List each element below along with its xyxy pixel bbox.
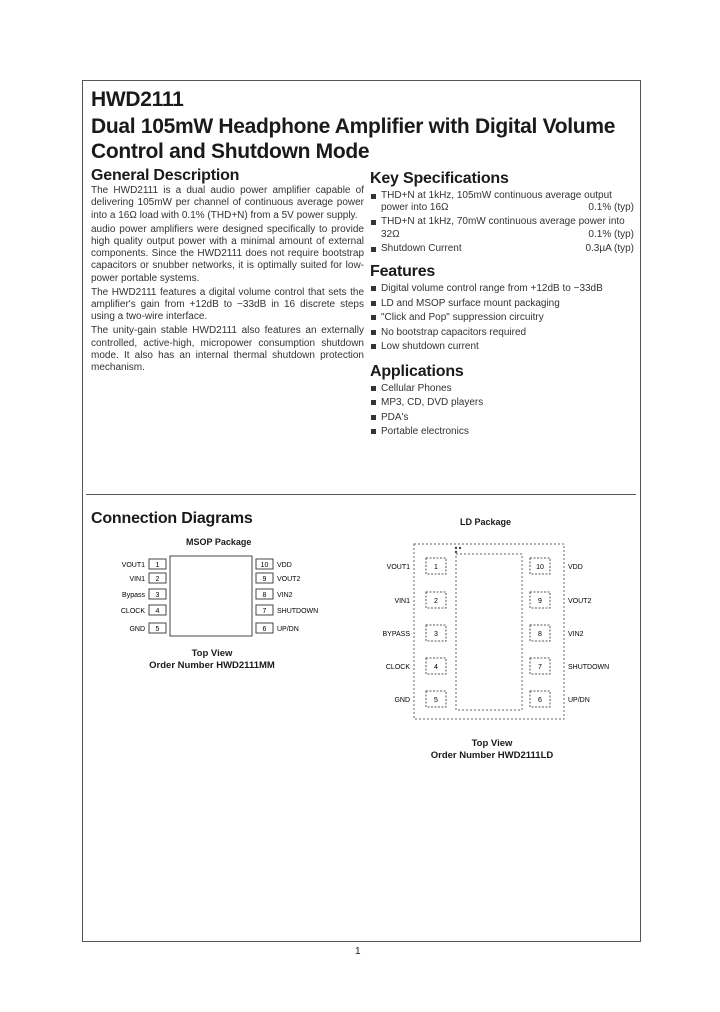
pin-number: 6 <box>538 697 542 704</box>
pin-number: 9 <box>538 598 542 605</box>
pin-label: BYPASS <box>382 631 410 638</box>
ld-title: LD Package <box>460 517 512 527</box>
pin-label: VDD <box>568 564 583 571</box>
key-specifications-list <box>370 190 634 255</box>
msop-view-label: Top View <box>191 648 233 659</box>
pin-number: 3 <box>434 631 438 638</box>
pin-number: 7 <box>538 664 542 671</box>
ld-pin <box>530 625 584 641</box>
msop-pin <box>122 559 166 569</box>
msop-pin <box>129 573 166 583</box>
ld-pin <box>386 658 446 674</box>
page-number: 1 <box>355 946 361 957</box>
application-item: MP3, CD, DVD players <box>370 396 634 411</box>
key-specifications-heading: Key Specifications <box>370 170 509 187</box>
pin1-marker <box>455 551 457 553</box>
connection-diagrams-heading: Connection Diagrams <box>91 510 253 527</box>
ld-pin <box>387 558 446 574</box>
pin-number: 9 <box>262 576 267 583</box>
pin-label: GND <box>129 626 145 633</box>
ld-pin <box>530 658 609 674</box>
pin-number: 1 <box>155 562 160 569</box>
msop-left-pins <box>121 559 166 633</box>
pin1-marker <box>459 547 461 549</box>
pin-number: 5 <box>434 697 438 704</box>
pin-label: UP/DN <box>277 626 299 633</box>
pin-number: 2 <box>434 598 438 605</box>
features-heading: Features <box>370 263 436 281</box>
pin-number: 2 <box>155 576 160 583</box>
pin-number: 1 <box>434 564 438 571</box>
pin-label: VOUT1 <box>386 564 410 571</box>
pin-number: 8 <box>262 592 267 599</box>
feature-item: "Click and Pop" suppression circuitry <box>370 311 634 326</box>
pin-label: VIN1 <box>394 598 410 605</box>
msop-diagram <box>112 552 319 642</box>
msop-pin <box>256 623 299 633</box>
spec-item <box>370 243 634 255</box>
msop-body <box>170 556 252 636</box>
pin-label: SHUTDOWN <box>277 608 319 615</box>
pin-label: VOUT1 <box>121 562 145 569</box>
pin-label: GND <box>394 697 410 704</box>
feature-item: LD and MSOP surface mount packaging <box>370 297 634 312</box>
msop-pin <box>122 589 166 599</box>
pin-label: VIN2 <box>568 631 584 638</box>
pin-label: VOUT2 <box>277 576 301 583</box>
pin-number: 5 <box>155 626 160 633</box>
msop-right-pins <box>256 559 318 633</box>
pin-number: 3 <box>155 592 160 599</box>
msop-caption <box>112 648 312 672</box>
pin-label: SHUTDOWN <box>568 664 610 671</box>
general-description-heading: General Description <box>91 167 240 184</box>
msop-pin <box>256 589 293 599</box>
document-title: Dual 105mW Headphone Amplifier with Digital Volume Control and Shutdown Mode <box>91 115 616 163</box>
ld-pin <box>530 592 591 608</box>
ld-pin <box>394 691 446 707</box>
pin-label: CLOCK <box>385 664 410 671</box>
ld-order-number: Order Number HWD2111LD <box>430 750 554 761</box>
general-paragraph: The HWD2111 features a digital volume control that sets the amplifier's gain from +12dB to −33dB in 16 discrete steps using a two-wire interface. <box>91 286 364 323</box>
ld-pin <box>530 558 583 574</box>
general-description <box>91 167 364 376</box>
pin1-marker <box>455 547 457 549</box>
ld-caption <box>392 738 592 762</box>
pin-label: VIN2 <box>277 592 293 599</box>
pin-number: 10 <box>536 564 544 571</box>
ld-pin <box>394 592 446 608</box>
ld-view-label: Top View <box>471 738 513 749</box>
pin-label: UP/DN <box>568 697 590 704</box>
application-item: Portable electronics <box>370 425 634 440</box>
general-paragraph: audio power amplifiers were designed specifically to provide high quality output power with a minimal amount of external components. Since the HWD2111 does not require bootstrap capacitors or snubber networks, it is optimally suited for low-power portable systems. <box>91 223 364 284</box>
spec-value: 0.1% (typ) <box>588 228 634 240</box>
part-number: HWD2111 <box>91 88 184 111</box>
ld-exposed-pad <box>456 554 522 710</box>
msop-pin <box>256 559 292 569</box>
msop-pin <box>129 623 166 633</box>
section-divider <box>86 494 636 495</box>
spec-value: 0.1% (typ) <box>588 202 634 214</box>
pin-number: 7 <box>262 608 267 615</box>
spec-value: 0.3µA (typ) <box>585 242 634 254</box>
spec-item <box>370 216 634 240</box>
msop-pin <box>256 605 318 615</box>
pin-label: VIN1 <box>129 576 145 583</box>
ld-diagram <box>380 532 610 732</box>
msop-pin <box>121 605 166 615</box>
applications-heading: Applications <box>370 362 464 380</box>
pin-number: 8 <box>538 631 542 638</box>
msop-title: MSOP Package <box>186 537 252 547</box>
right-column <box>370 170 634 440</box>
general-paragraph: The HWD2111 is a dual audio power amplifier capable of delivering 105mW per channel of continuous average power into a 16Ω load with 0.1% (THD+N) from a 5V power supply. <box>91 185 364 221</box>
pin-label: VOUT2 <box>568 598 592 605</box>
ld-pin <box>530 691 590 707</box>
applications-list <box>370 382 634 440</box>
pin-number: 4 <box>434 664 438 671</box>
pin-label: CLOCK <box>120 608 145 615</box>
pin-number: 4 <box>155 608 160 615</box>
pin-label: Bypass <box>122 592 145 599</box>
pin-number: 6 <box>262 626 267 633</box>
application-item: PDA's <box>370 411 634 426</box>
pin-number: 10 <box>260 562 269 569</box>
ld-right-pins <box>530 558 609 707</box>
msop-order-number: Order Number HWD2111MM <box>149 660 275 671</box>
spec-text: THD+N at 1kHz, 70mW continuous average power into 32Ω <box>381 216 625 240</box>
spec-text: THD+N at 1kHz, 105mW continuous average output power into 16Ω <box>381 190 612 214</box>
spec-text: Shutdown Current <box>381 242 462 254</box>
feature-item: Low shutdown current <box>370 340 634 355</box>
feature-item: Digital volume control range from +12dB to −33dB <box>370 282 634 297</box>
general-paragraph: The unity-gain stable HWD2111 also features an externally controlled, active-high, micropower consumption shutdown mode. It also has an internal thermal shutdown protection mechanism. <box>91 325 364 374</box>
application-item: Cellular Phones <box>370 382 634 397</box>
features-list <box>370 282 634 355</box>
pin-label: VDD <box>277 562 292 569</box>
feature-item: No bootstrap capacitors required <box>370 326 634 341</box>
spec-item <box>370 190 634 214</box>
msop-pin <box>256 573 300 583</box>
